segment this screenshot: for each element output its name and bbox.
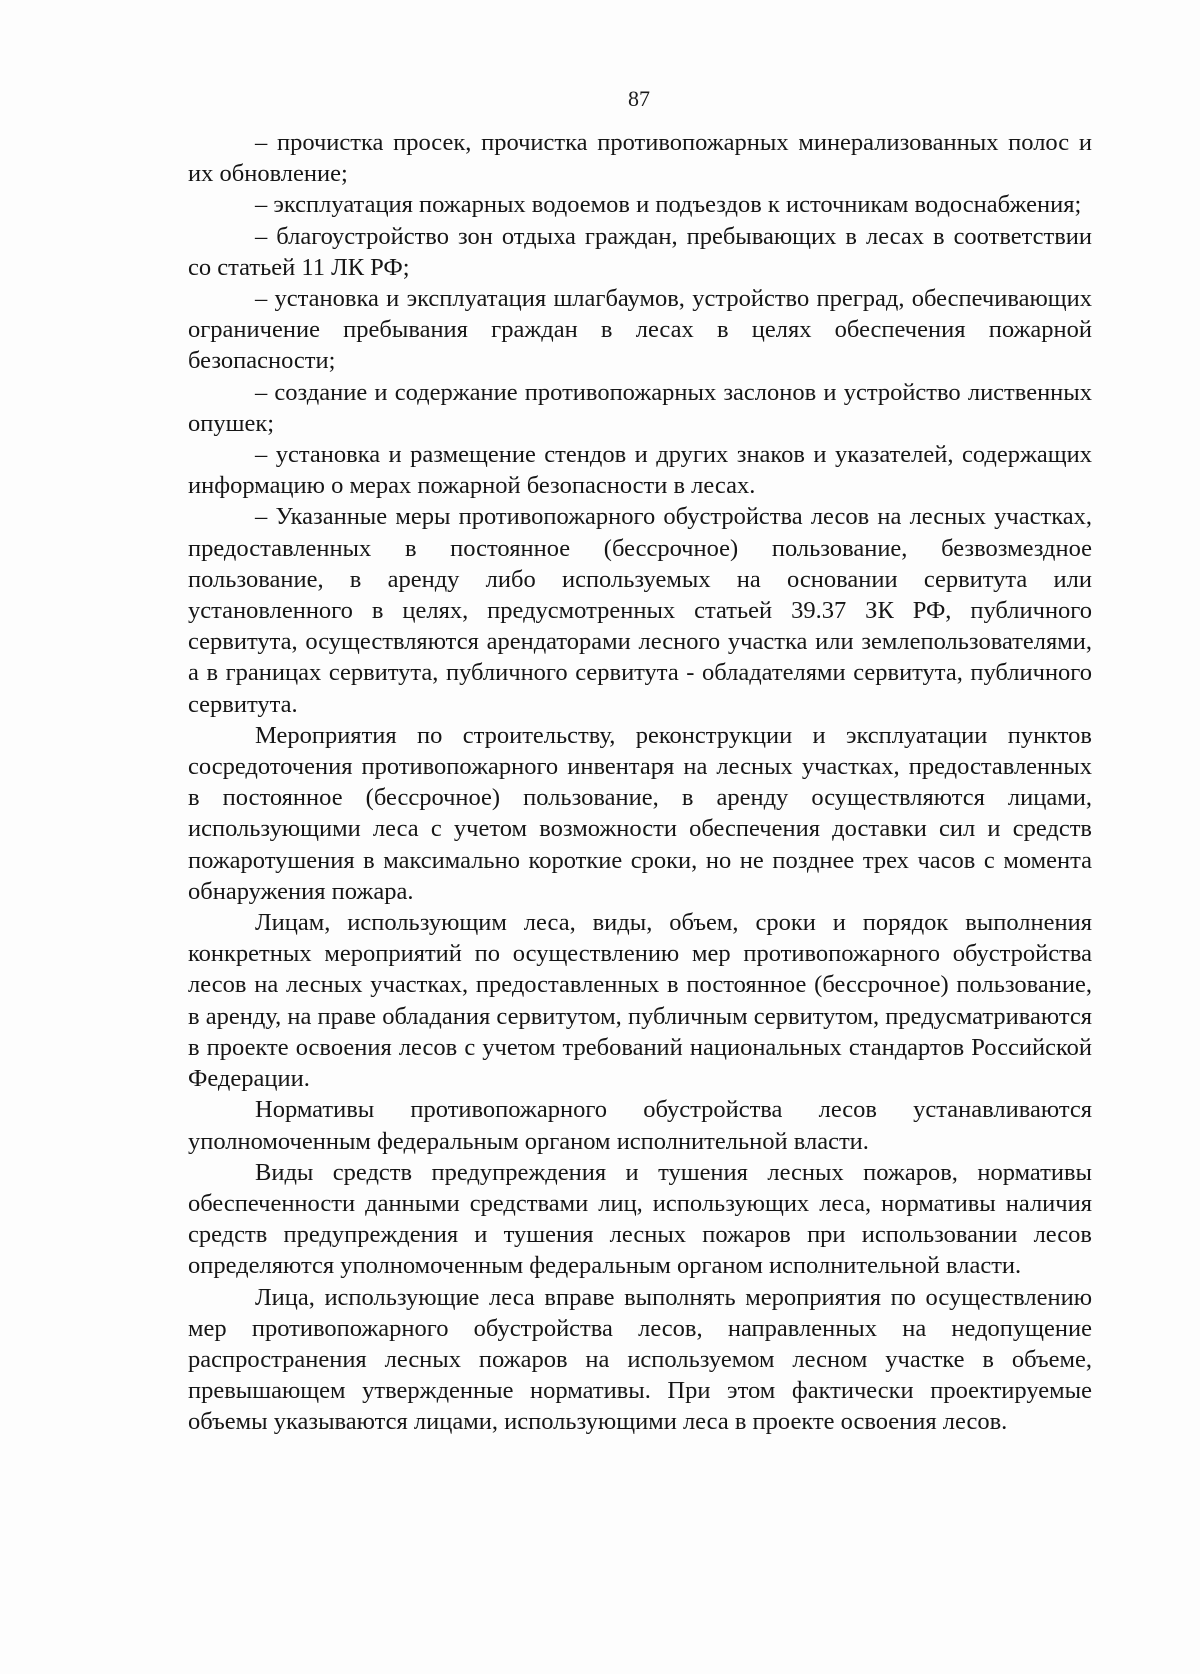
paragraph-11: Виды средств предупреждения и тушения лесных пожаров, нормативы обеспеченности данными средствами лиц, использующих леса, нормативы наличия средств предупреждения и тушения лесных пожаров при использовании лесов определяются уполномоченным федеральным органом исполнительной власти.: [188, 1158, 1092, 1280]
paragraph-8: Мероприятия по строительству, реконструкции и эксплуатации пунктов сосредоточения противопожарного инвентаря на лесных участках, предоставленных в постоянное (бессрочное) пользование, в аренду осуществляются лицами, использующими леса с учетом возможности обеспечения доставки сил и средств пожаротушения в максимально короткие сроки, но не позднее трех часов с момента обнаружения пожара.: [188, 721, 1092, 905]
paragraph-3: – благоустройство зон отдыха граждан, пребывающих в лесах в соответствии со статьей 11 ЛК РФ;: [188, 222, 1092, 281]
paragraph-12: Лица, использующие леса вправе выполнять мероприятия по осуществлению мер противопожарного обустройства лесов, направленных на недопущение распространения лесных пожаров на используемом лесном участке в объеме, превышающем утвержденные нормативы. При этом фактически проектируемые объемы указываются лицами, использующими леса в проекте освоения лесов.: [188, 1283, 1092, 1436]
paragraph-10: Нормативы противопожарного обустройства лесов устанавливаются уполномоченным федеральным органом исполнительной власти.: [188, 1096, 1092, 1155]
paragraph-5: – создание и содержание противопожарных заслонов и устройство лиственных опушек;: [188, 378, 1092, 437]
paragraph-6: – установка и размещение стендов и других знаков и указателей, содержащих информацию о мерах пожарной безопасности в лесах.: [188, 441, 1092, 500]
paragraph-4: – установка и эксплуатация шлагбаумов, устройство преград, обеспечивающих ограничение пребывания граждан в лесах в целях обеспечения пожарной безопасности;: [188, 285, 1092, 375]
paragraph-7: – Указанные меры противопожарного обустройства лесов на лесных участках, предоставленных в постоянное (бессрочное) пользование, безвозмездное пользование, в аренду либо используемых на основании сервитута или установленного в целях, предусмотренных статьей 39.37 ЗК РФ, публичного сервитута, осуществляются арендаторами лесного участка или землепользователями, а в границах сервитута, публичного сервитута - обладателями сервитута, публичного сервитута.: [188, 503, 1092, 718]
page-number: 87: [628, 86, 650, 111]
paragraph-2: – эксплуатация пожарных водоемов и подъездов к источникам водоснабжения;: [255, 191, 1082, 219]
paragraph-1: – прочистка просек, прочистка противопожарных минерализованных полос и их обновление;: [188, 129, 1092, 188]
paragraph-9: Лицам, использующим леса, виды, объем, сроки и порядок выполнения конкретных мероприятий по осуществлению мер противопожарного обустройства лесов на лесных участках, предоставленных в постоянное (бессрочное) пользование, в аренду, на праве обладания сервитутом, публичным сервитутом, предусматриваются в проекте освоения лесов с учетом требований национальных стандартов Российской Федерации.: [188, 909, 1092, 1093]
document-body: [188, 127, 1092, 1438]
